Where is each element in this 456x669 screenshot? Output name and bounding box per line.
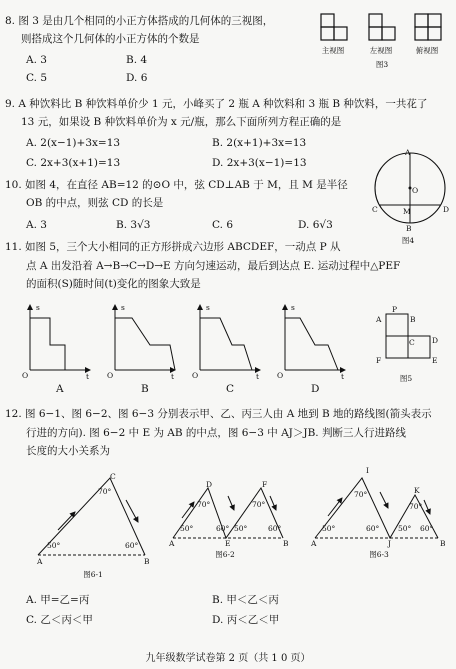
fig4-caption: 图4 <box>401 236 415 245</box>
fig6-2-angle-b: 60° <box>268 524 282 533</box>
fig6-2-point-d: D <box>206 480 213 489</box>
q11-line1: 11. 如图 5，三个大小相同的正方形拼成六边形 ABCDEF，一动点 P 从 <box>5 241 341 253</box>
graph-b-origin: O <box>107 371 114 380</box>
q12-option-c: C. 乙＜丙＜甲 <box>26 614 93 626</box>
graph-b-s-label: s <box>121 303 125 312</box>
fig6-3-point-a: A <box>311 539 317 548</box>
fig6-3-caption: 图6-3 <box>369 550 389 559</box>
q11-graphs <box>10 300 365 390</box>
fig6-1-point-c: C <box>110 472 116 481</box>
fig3-left-view-label: 左视图 <box>369 46 393 55</box>
q11-line3: 的面积(S)随时间(t)变化的图象大致是 <box>26 278 201 290</box>
q8-option-b: B. 4 <box>126 54 148 66</box>
fig6-2-caption: 图6-2 <box>215 550 235 559</box>
q10-option-a: A. 3 <box>26 219 47 231</box>
fig6-1-angle-c: 70° <box>98 487 112 496</box>
fig6-3-angle-b: 60° <box>420 524 434 533</box>
graph-b-label: B <box>141 383 149 395</box>
fig3-top-view-label: 俯视图 <box>415 46 439 55</box>
fig6-2-point-b: B <box>283 539 289 548</box>
graph-a-s-label: s <box>36 303 40 312</box>
fig5-point-d: D <box>432 336 439 345</box>
fig6-3-angle-i: 70° <box>354 490 368 499</box>
fig6-3-diagram <box>310 470 450 545</box>
fig6-2-point-a: A <box>169 539 175 548</box>
q11-line2: 点 A 出发沿着 A→B→C→D→E 方向匀速运动，最后到达点 E. 运动过程中△PEF <box>26 260 401 272</box>
fig6-3-point-k: K <box>414 486 420 495</box>
graph-d-label: D <box>311 383 320 395</box>
graph-c-s-label: s <box>206 303 210 312</box>
q10-line2: OB 的中点，则弦 CD 的长是 <box>26 197 164 209</box>
fig6-2-angle-d: 70° <box>197 500 211 509</box>
fig6-2-angle-f: 70° <box>252 500 266 509</box>
fig6-1-diagram <box>30 470 155 570</box>
fig5-point-p: P <box>392 305 398 314</box>
q12-option-b: B. 甲＜乙＜丙 <box>212 594 279 606</box>
fig6-2-angle-e2: 50° <box>234 524 248 533</box>
fig6-3-point-j: J <box>388 539 392 548</box>
fig6-1-angle-b: 60° <box>125 541 139 550</box>
fig6-3-angle-j1: 60° <box>366 524 380 533</box>
q8-line2: 则搭成这个几何体的小正方体的个数是 <box>21 33 200 45</box>
fig6-3-angle-k: 70° <box>409 502 423 511</box>
graph-c-t-label: t <box>256 372 260 381</box>
q9-line1: 9. A 种饮料比 B 种饮料单价少 1 元，小峰买了 2 瓶 A 种饮料和 3 瓶 B 种饮料，一共花了 <box>5 98 428 110</box>
q12-option-a: A. 甲=乙=丙 <box>26 594 90 606</box>
graph-a-origin: O <box>22 371 29 380</box>
fig5-point-b: B <box>410 315 416 324</box>
fig6-3-point-i: I <box>366 466 369 475</box>
q10-option-d: D. 6√3 <box>298 219 333 231</box>
q8-option-d: D. 6 <box>126 72 148 84</box>
fig4-point-d: D <box>443 205 450 214</box>
q9-option-a: A. 2(x−1)+3x=13 <box>26 137 121 149</box>
graph-d-origin: O <box>277 371 284 380</box>
graph-d-s-label: s <box>291 303 295 312</box>
fig4-point-c: C <box>372 205 378 214</box>
q8-option-c: C. 5 <box>26 72 48 84</box>
fig6-1-point-b: B <box>144 557 150 566</box>
q12-line3: 长度的大小关系为 <box>26 445 110 457</box>
fig6-2-point-e: E <box>225 539 231 548</box>
q8-line1: 8. 图 3 是由几个相同的小正方体搭成的几何体的三视图， <box>5 15 274 27</box>
fig6-1-angle-a: 50° <box>47 541 61 550</box>
fig4-point-o: O <box>412 186 419 195</box>
fig6-3-angle-a: 50° <box>322 524 336 533</box>
fig6-1-caption: 图6-1 <box>83 570 103 579</box>
graph-b-t-label: t <box>171 372 175 381</box>
graph-d-t-label: t <box>341 372 345 381</box>
fig5-point-c: C <box>409 338 415 347</box>
fig6-3-angle-j2: 50° <box>398 524 412 533</box>
graph-a-t-label: t <box>86 372 90 381</box>
fig6-2-angle-a: 50° <box>180 524 194 533</box>
fig6-1-point-a: A <box>37 557 43 566</box>
graph-a-label: A <box>56 383 64 395</box>
fig5-caption: 图5 <box>399 374 413 383</box>
q10-option-b: B. 3√3 <box>116 219 151 231</box>
q9-option-d: D. 2x+3(x−1)=13 <box>212 157 307 169</box>
page-footer: 九年级数学试卷第 2 页（共 1 0 页） <box>145 653 311 664</box>
fig4-point-m: M <box>403 207 411 216</box>
q9-option-b: B. 2(x+1)+3x=13 <box>212 137 307 149</box>
q10-line1: 10. 如图 4，在直径 AB=12 的⊙O 中，弦 CD⊥AB 于 M，且 M 是半径 <box>5 179 348 191</box>
graph-c-label: C <box>226 383 235 395</box>
fig4-point-a: A <box>405 148 411 157</box>
fig5-point-f: F <box>376 356 382 365</box>
fig5-point-a: A <box>376 315 382 324</box>
q12-option-d: D. 丙＜乙＜甲 <box>212 614 280 626</box>
q10-option-c: C. 6 <box>212 219 234 231</box>
fig3-caption: 图3 <box>375 60 389 69</box>
q12-line1: 12. 图 6−1、图 6−2、图 6−3 分别表示甲、乙、丙三人由 A 地到 B 地的路线图(箭头表示 <box>5 408 432 420</box>
fig4-point-b: B <box>406 224 412 233</box>
fig3-main-view-label: 主视图 <box>321 46 345 55</box>
fig6-2-point-f: F <box>262 480 268 489</box>
fig6-2-angle-e1: 60° <box>216 524 230 533</box>
fig6-3-point-b: B <box>440 539 446 548</box>
graph-c-origin: O <box>192 371 199 380</box>
q8-option-a: A. 3 <box>26 54 47 66</box>
q12-line2: 行进的方向). 图 6−2 中 E 为 AB 的中点，图 6−3 中 AJ＞JB. 判断三人行进路线 <box>26 427 406 439</box>
q9-option-c: C. 2x+3(x+1)=13 <box>26 157 121 169</box>
q9-line2: 13 元，如果设 B 种饮料单价为 x 元/瓶，那么下面所列方程正确的是 <box>21 116 342 128</box>
fig5-point-e: E <box>432 356 438 365</box>
fig6-2-diagram <box>168 480 293 545</box>
